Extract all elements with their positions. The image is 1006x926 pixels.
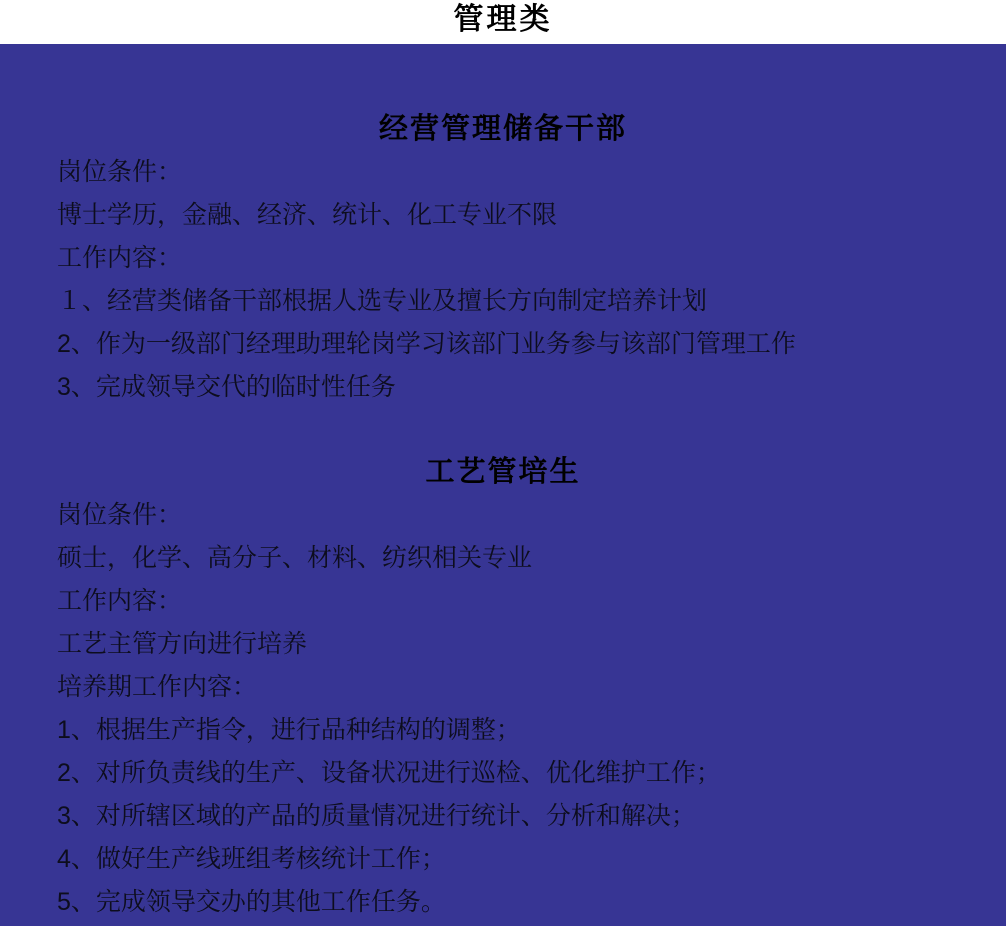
text-line: １、经营类储备干部根据人选专业及擅长方向制定培养计划 [57, 287, 708, 315]
job-sections-container [57, 108, 949, 924]
text-line: 工作内容： [57, 587, 183, 615]
text-line: 硕士，化学、高分子、材料、纺织相关专业 [57, 544, 533, 572]
job-section [57, 108, 949, 409]
text-line: 博士学历，金融、经济、统计、化工专业不限 [57, 201, 558, 229]
text-line: 3、完成领导交代的临时性任务 [57, 373, 396, 401]
text-line: 2、对所负责线的生产、设备状况进行巡检、优化维护工作； [57, 759, 721, 787]
category-header-band [0, 0, 1006, 44]
text-line: 岗位条件： [57, 501, 183, 529]
page-title: 管理类 [453, 3, 553, 36]
text-line: 岗位条件： [57, 158, 183, 186]
text-line: 工作内容： [57, 244, 183, 272]
section-title: 经营管理储备干部 [378, 113, 627, 145]
text-line: 5、完成领导交办的其他工作任务。 [57, 888, 446, 916]
job-section [57, 451, 949, 924]
text-line: 2、作为一级部门经理助理轮岗学习该部门业务参与该部门管理工作 [57, 330, 796, 358]
section-title: 工艺管培生 [425, 456, 581, 488]
text-line: 培养期工作内容： [57, 673, 258, 701]
text-line: 工艺主管方向进行培养 [57, 630, 308, 658]
content-panel [0, 44, 1006, 926]
text-line: 4、做好生产线班组考核统计工作； [57, 845, 446, 873]
text-line: 1、根据生产指令，进行品种结构的调整； [57, 716, 521, 744]
text-line: 3、对所辖区域的产品的质量情况进行统计、分析和解决； [57, 802, 696, 830]
